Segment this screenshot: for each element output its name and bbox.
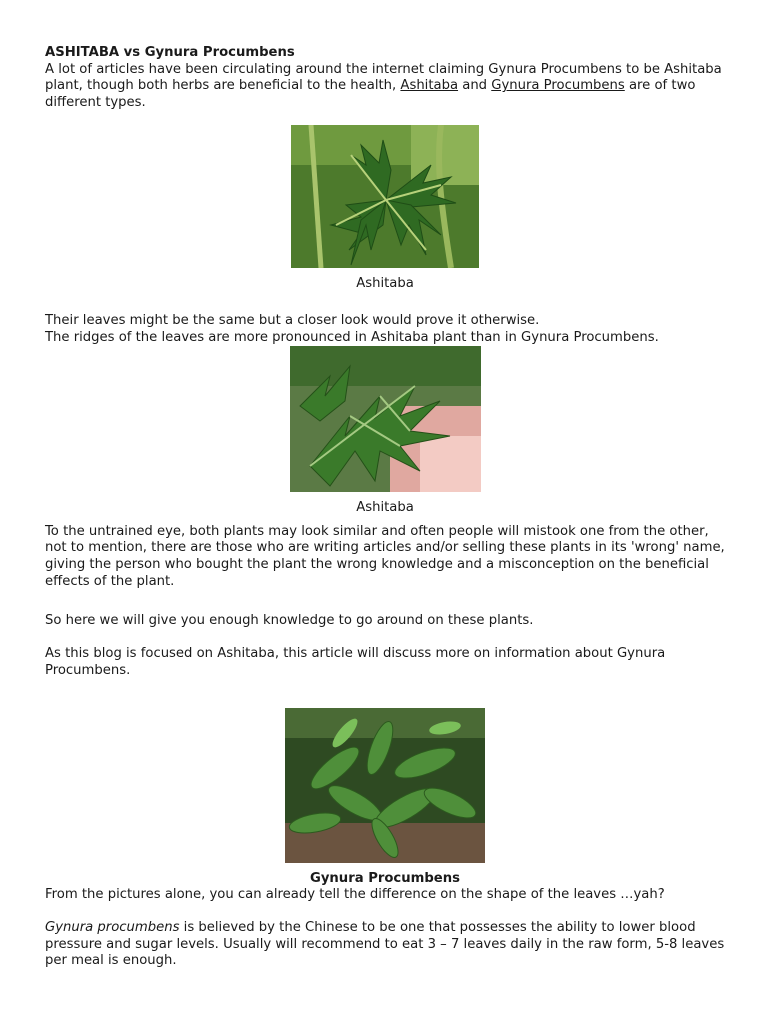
gynura-procumbens-photo	[285, 708, 485, 863]
caption-ashitaba-1: Ashitaba	[356, 276, 414, 292]
intro-paragraph	[45, 62, 725, 112]
knowledge-paragraph: So here we will give you enough knowledge to go around on these plants.	[45, 613, 534, 629]
gynura-belief-text: is believed by the Chinese to be one that possesses the ability to lower blood pressure and sugar levels. Usually will recommend to eat 3 – 7 leaves daily in the raw form, 5-8 leaves per meal is enough.	[45, 920, 725, 969]
pictures-paragraph: From the pictures alone, you can already tell the difference on the shape of the leaves …yah?	[45, 887, 665, 903]
document-page	[45, 45, 725, 970]
leaves-paragraph-1: Their leaves might be the same but a closer look would prove it otherwise.	[45, 312, 540, 328]
intro-text-1: A lot of articles have been circulating around the internet claiming Gynura Procumbens to be Ashitaba plant, though both herbs are beneficial to the health,	[45, 61, 722, 94]
article-title: ASHITABA vs Gynura Procumbens	[45, 45, 295, 60]
gynura-italic-name: Gynura procumbens	[45, 920, 180, 936]
gynura-procumbens-link[interactable]: Gynura Procumbens	[491, 78, 625, 94]
ashitaba-photo-1	[291, 125, 479, 268]
ashitaba-link[interactable]: Ashitaba	[400, 78, 459, 94]
intro-text-2: are of two different types.	[45, 78, 696, 110]
leaves-paragraph-2: The ridges of the leaves are more pronounced in Ashitaba plant than in Gynura Procumbens.	[45, 329, 659, 345]
untrained-eye-paragraph: To the untrained eye, both plants may look similar and often people will mistook one from the other, not to mention, there are those who are writing articles and/or selling these plants in its 'wrong' name, giving the person who bought the plant the wrong knowledge and a misconception on the beneficial effects of the plant.	[45, 523, 725, 589]
ashitaba-photo-2	[290, 346, 481, 492]
gynura-belief-paragraph	[45, 920, 725, 970]
caption-gynura-procumbens: Gynura Procumbens	[310, 870, 460, 886]
caption-ashitaba-2: Ashitaba	[356, 500, 414, 516]
intro-and: and	[458, 78, 492, 94]
blog-focus-paragraph: As this blog is focused on Ashitaba, this article will discuss more on information about Gynura Procumbens.	[45, 646, 666, 678]
